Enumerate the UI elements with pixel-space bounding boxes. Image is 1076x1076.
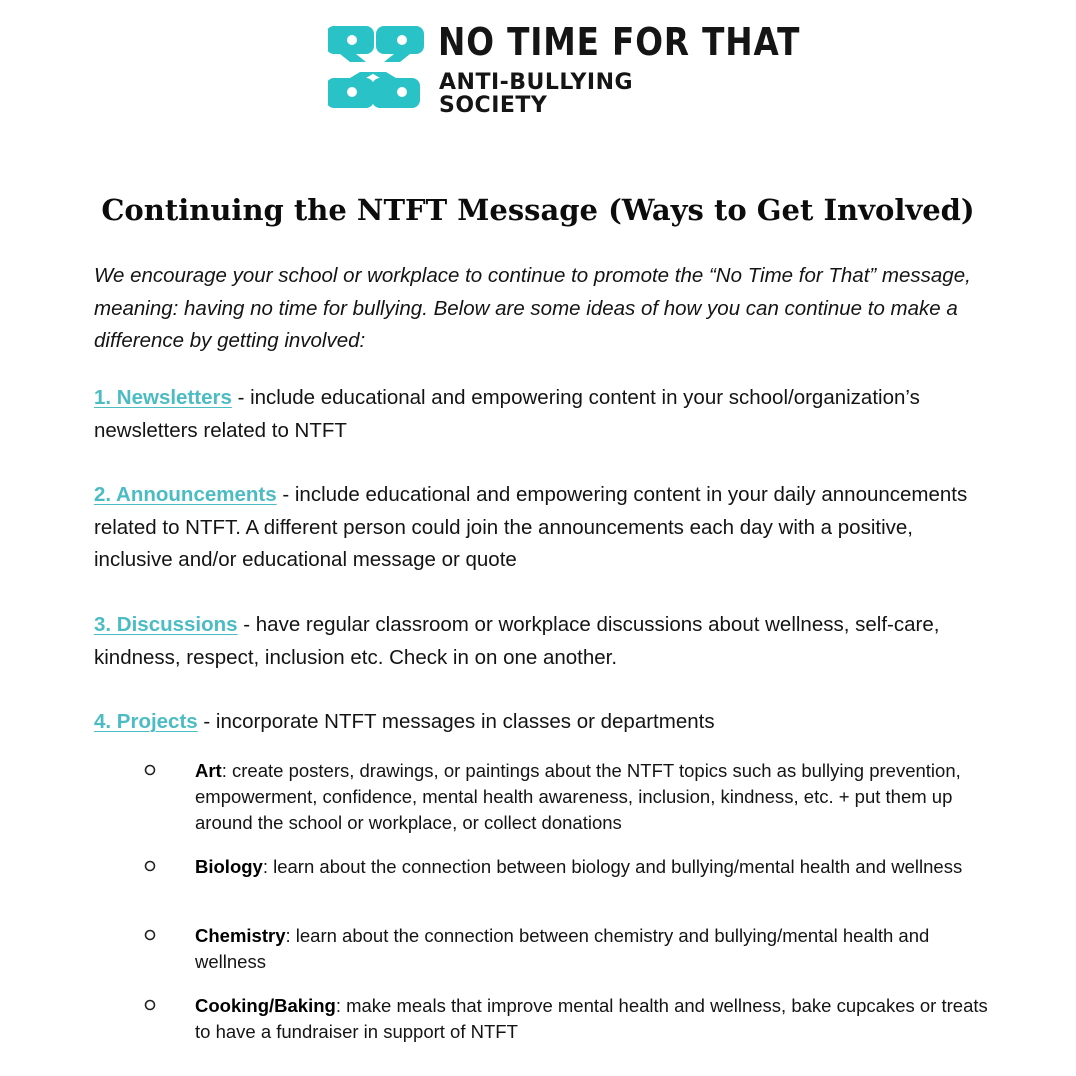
subitem-chemistry-label: Chemistry xyxy=(195,925,286,946)
hollow-bullet-icon xyxy=(143,763,159,779)
subitem-art-label: Art xyxy=(195,760,222,781)
item-discussions-link[interactable]: 3. Discussions xyxy=(94,613,238,636)
logo xyxy=(328,18,801,118)
subitem-biology-text: : learn about the connection between biology and bullying/mental health and wellness xyxy=(262,856,963,877)
logo-subtitle-line1: ANTI-BULLYING xyxy=(439,70,634,95)
subitem-biology-label: Biology xyxy=(195,856,263,877)
hollow-bullet-icon xyxy=(143,928,159,944)
logo-title: NO TIME FOR THAT xyxy=(438,20,801,64)
subitem-cooking-baking-label: Cooking/Baking xyxy=(195,995,336,1016)
item-discussions xyxy=(94,609,994,674)
subitem-chemistry xyxy=(195,923,995,975)
subitem-art xyxy=(195,758,995,836)
subitem-biology xyxy=(195,854,995,880)
subitem-art-text: : create posters, drawings, or paintings about the NTFT topics such as bullying prevention, empowerment, confidence, mental health awareness, inclusion, kindness, etc. + put them up around the school or workplace, or collect donations xyxy=(195,760,961,833)
subitem-chemistry-text: : learn about the connection between chemistry and bullying/mental health and wellness xyxy=(195,925,930,972)
subitem-cooking-baking-text: : make meals that improve mental health and wellness, bake cupcakes or treats to have a fundraiser in support of NTFT xyxy=(195,995,988,1042)
page-title: Continuing the NTFT Message (Ways to Get Involved) xyxy=(101,193,975,227)
item-announcements xyxy=(94,479,994,577)
item-projects-link[interactable]: 4. Projects xyxy=(94,710,198,733)
item-discussions-text: - have regular classroom or workplace discussions about wellness, self-care, kindness, respect, inclusion etc. Check in on one another. xyxy=(94,613,940,669)
logo-subtitle-line2: SOCIETY xyxy=(439,93,548,118)
hollow-bullet-icon xyxy=(143,859,159,875)
heart-logo-icon xyxy=(328,20,426,116)
intro-paragraph: We encourage your school or workplace to continue to promote the “No Time for That” message, meaning: having no time for bullying. Below are some ideas of how you can continue to make a difference by getting involved: xyxy=(94,264,971,352)
item-projects-text: - incorporate NTFT messages in classes or departments xyxy=(197,710,715,733)
item-newsletters xyxy=(94,382,994,447)
item-projects xyxy=(94,706,994,739)
item-announcements-text: - include educational and empowering content in your daily announcements related to NTFT. A different person could join the announcements each day with a positive, inclusive and/or educational message or quote xyxy=(94,483,968,571)
item-newsletters-link[interactable]: 1. Newsletters xyxy=(94,386,232,409)
item-announcements-link[interactable]: 2. Announcements xyxy=(94,483,277,506)
subitem-cooking-baking xyxy=(195,993,995,1045)
item-newsletters-text: - include educational and empowering content in your school/organization’s newsletters related to NTFT xyxy=(94,386,920,442)
hollow-bullet-icon xyxy=(143,998,159,1014)
